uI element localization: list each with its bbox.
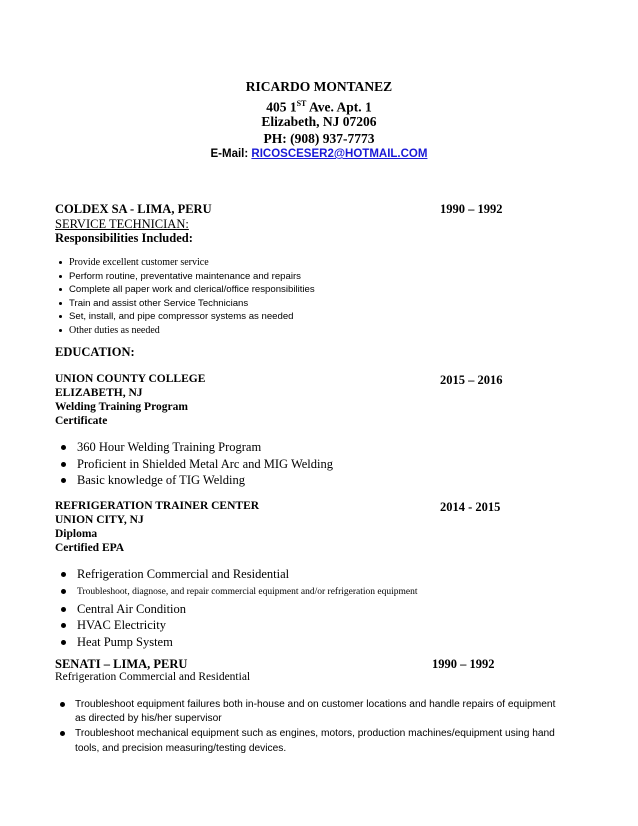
list-item: Train and assist other Service Technicians bbox=[55, 297, 315, 311]
list-item: Troubleshoot equipment failures both in-house and on customer locations and handle repairs of equipment as directed by his/her supervisor bbox=[57, 698, 567, 726]
list-item: Refrigeration Commercial and Residential bbox=[58, 566, 418, 583]
list-item: Heat Pump System bbox=[58, 634, 418, 651]
senati-school: SENATI – LIMA, PERU bbox=[55, 657, 188, 671]
refrig-school: REFRIGERATION TRAINER CENTER bbox=[55, 500, 260, 512]
applicant-name: RICARDO MONTANEZ bbox=[245, 79, 393, 94]
list-item: Basic knowledge of TIG Welding bbox=[58, 472, 333, 489]
list-item: Perform routine, preventative maintenance and repairs bbox=[55, 270, 315, 284]
list-item: Provide excellent customer service bbox=[55, 256, 315, 270]
list-item: Central Air Condition bbox=[58, 601, 418, 618]
address-prefix: 405 1 bbox=[266, 99, 297, 115]
list-item: Proficient in Shielded Metal Arc and MIG Welding bbox=[58, 456, 333, 473]
union-credential: Certificate bbox=[55, 415, 108, 427]
list-item: Troubleshoot, diagnose, and repair commercial equipment and/or refrigeration equipment bbox=[58, 583, 418, 601]
address-superscript: ST bbox=[296, 99, 307, 108]
coldex-company: COLDEX SA - LIMA, PERU bbox=[55, 202, 212, 216]
union-school: UNION COUNTY COLLEGE bbox=[55, 373, 206, 385]
union-location: ELIZABETH, NJ bbox=[55, 387, 143, 399]
refrig-list bbox=[58, 566, 418, 650]
responsibilities-list bbox=[55, 256, 315, 338]
list-item: Complete all paper work and clerical/office responsibilities bbox=[55, 283, 315, 297]
list-item: Other duties as needed bbox=[55, 324, 315, 338]
union-list bbox=[58, 439, 333, 489]
education-heading: EDUCATION: bbox=[55, 345, 135, 359]
senati-subtitle: Refrigeration Commercial and Residential bbox=[55, 671, 251, 683]
senati-dates: 1990 – 1992 bbox=[432, 657, 495, 671]
phone-line: PH: (908) 937-7773 bbox=[263, 131, 375, 146]
responsibilities-heading: Responsibilities Included: bbox=[55, 231, 193, 245]
senati-list bbox=[57, 698, 567, 756]
coldex-job-title: SERVICE TECHNICIAN: bbox=[55, 217, 189, 231]
list-item: Set, install, and pipe compressor systems as needed bbox=[55, 310, 315, 324]
refrig-location: UNION CITY, NJ bbox=[55, 514, 144, 526]
city-line: Elizabeth, NJ 07206 bbox=[261, 114, 377, 129]
union-program: Welding Training Program bbox=[55, 401, 188, 413]
coldex-dates: 1990 – 1992 bbox=[440, 202, 503, 216]
email-label: E-Mail: bbox=[210, 148, 252, 160]
refrig-dates: 2014 - 2015 bbox=[440, 500, 501, 514]
list-item: 360 Hour Welding Training Program bbox=[58, 439, 333, 456]
union-dates: 2015 – 2016 bbox=[440, 373, 503, 387]
address-suffix: Ave. Apt. 1 bbox=[306, 99, 372, 115]
refrig-cert: Certified EPA bbox=[55, 542, 125, 554]
email-line bbox=[0, 146, 638, 163]
refrig-credential: Diploma bbox=[55, 528, 98, 540]
list-item: Troubleshoot mechanical equipment such as engines, motors, production machines/equipment using hand tools, and precision measuring/testing devices. bbox=[57, 727, 567, 755]
list-item: HVAC Electricity bbox=[58, 617, 418, 634]
email-link[interactable]: RICOSCESER2@HOTMAIL.COM bbox=[251, 148, 428, 160]
